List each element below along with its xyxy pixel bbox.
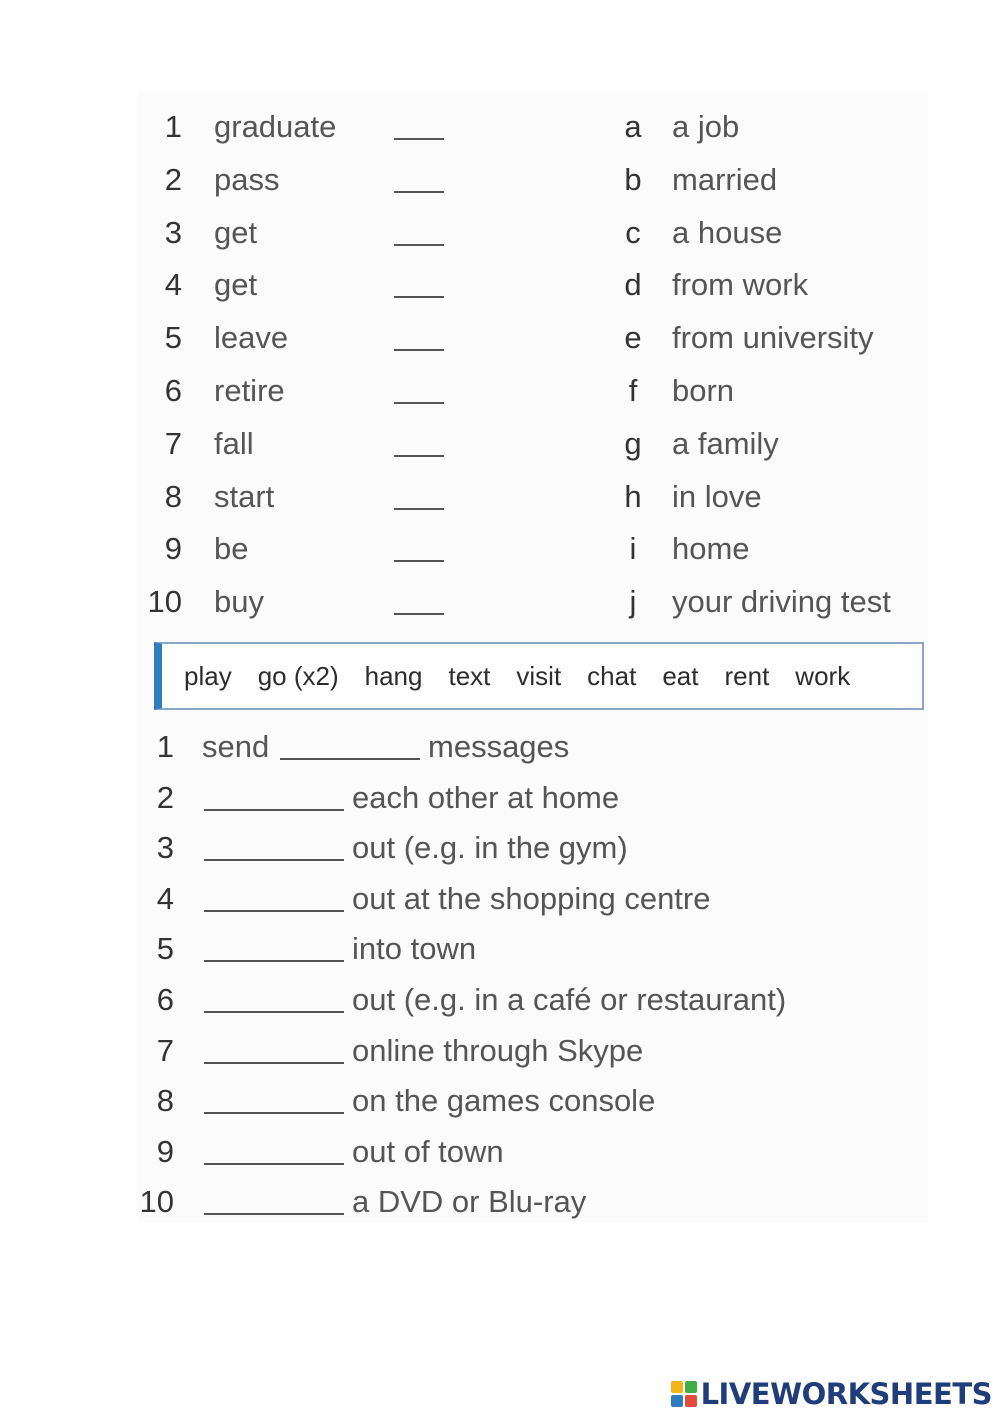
option-phrase: a family [672, 425, 779, 461]
answer-blank[interactable] [204, 1062, 344, 1064]
answer-blank[interactable] [394, 138, 444, 140]
item-number: 3 [156, 830, 174, 866]
answer-blank[interactable] [394, 191, 444, 193]
gap-fill-row [138, 1076, 928, 1126]
gap-fill-row [138, 823, 928, 873]
option-phrase: from work [672, 267, 809, 303]
matching-exercise [138, 102, 928, 632]
option-phrase: a house [672, 214, 783, 250]
option-letter: c [625, 214, 641, 250]
answer-blank[interactable] [394, 613, 444, 615]
answer-blank[interactable] [280, 758, 420, 760]
gap-fill-row [138, 975, 928, 1025]
option-letter: e [624, 320, 642, 356]
gap-fill-row [138, 722, 928, 772]
gap-fill-row [138, 773, 928, 823]
matching-row [138, 208, 928, 258]
verb: graduate [214, 109, 337, 144]
gap-fill-exercise [0, 722, 1000, 1232]
word-box-word: rent [724, 660, 770, 691]
matching-row [138, 577, 928, 627]
item-number: 8 [164, 478, 182, 514]
matching-row [138, 155, 928, 205]
gap-phrase: out at the shopping centre [352, 880, 711, 916]
logo-text: LIVEWORKSHEETS [700, 1377, 992, 1411]
matching-row [138, 260, 928, 310]
gap-phrase: messages [428, 729, 570, 764]
option-phrase: from university [672, 320, 874, 356]
matching-row [138, 419, 928, 469]
answer-blank[interactable] [204, 1011, 344, 1013]
option-letter: i [629, 531, 637, 567]
liveworksheets-logo[interactable] [671, 1376, 992, 1412]
item-number: 4 [164, 267, 182, 303]
answer-blank[interactable] [394, 508, 444, 510]
verb: buy [214, 584, 264, 620]
matching-row [138, 472, 928, 522]
word-box-word: work [795, 660, 851, 691]
item-number: 10 [147, 584, 182, 620]
logo-mark-icon [671, 1381, 697, 1407]
word-box [154, 642, 924, 710]
answer-blank[interactable] [204, 910, 344, 912]
option-letter: a [624, 109, 642, 144]
answer-blank[interactable] [204, 1213, 344, 1215]
option-phrase: a job [672, 109, 740, 144]
verb: pass [214, 161, 280, 197]
item-number: 4 [156, 880, 174, 916]
gap-phrase: out (e.g. in a café or restaurant) [352, 982, 787, 1017]
option-letter: f [628, 373, 638, 408]
matching-row [138, 313, 928, 363]
option-letter: j [629, 584, 637, 620]
item-number: 1 [164, 109, 182, 144]
item-number: 7 [164, 425, 182, 461]
verb: be [214, 531, 249, 567]
verb: retire [214, 373, 285, 408]
gap-phrase: out (e.g. in the gym) [352, 830, 628, 866]
word-box-word: hang [364, 660, 423, 691]
item-number: 5 [156, 931, 174, 967]
verb: leave [214, 320, 289, 356]
item-number: 9 [164, 531, 182, 567]
item-number: 5 [164, 320, 182, 356]
item-number: 8 [156, 1083, 174, 1119]
item-number: 6 [156, 982, 174, 1017]
option-letter: h [624, 478, 642, 514]
option-phrase: home [672, 531, 750, 567]
item-number: 1 [156, 729, 174, 764]
gap-fill-row [138, 874, 928, 924]
answer-blank[interactable] [204, 859, 344, 861]
word-box-word: visit [516, 660, 562, 691]
word-box-word: text [448, 660, 491, 691]
item-number: 7 [156, 1032, 174, 1068]
answer-blank[interactable] [204, 1163, 344, 1165]
verb: get [214, 214, 258, 250]
answer-blank[interactable] [394, 349, 444, 351]
gap-phrase: a DVD or Blu-ray [352, 1184, 587, 1220]
word-box-word: go (x2) [257, 660, 339, 691]
word-box-word: eat [662, 660, 699, 691]
option-letter: b [624, 161, 642, 197]
answer-blank[interactable] [204, 960, 344, 962]
option-letter: g [624, 425, 642, 461]
option-phrase: married [672, 161, 778, 197]
item-number: 2 [164, 161, 182, 197]
answer-blank[interactable] [394, 455, 444, 457]
answer-blank[interactable] [204, 809, 344, 811]
item-number: 10 [139, 1184, 174, 1220]
answer-blank[interactable] [394, 296, 444, 298]
option-letter: d [624, 267, 642, 303]
gap-phrase: into town [352, 931, 477, 967]
gap-fill-row [138, 1026, 928, 1076]
verb: start [214, 478, 275, 514]
matching-row [138, 102, 928, 152]
gap-fill-row [138, 1127, 928, 1177]
item-number: 9 [156, 1133, 174, 1169]
gap-phrase: online through Skype [352, 1032, 644, 1068]
gap-phrase: out of town [352, 1133, 504, 1169]
answer-blank[interactable] [394, 402, 444, 404]
option-phrase: in love [672, 478, 762, 514]
option-phrase: born [672, 373, 735, 408]
matching-row [138, 524, 928, 574]
verb: fall [214, 425, 254, 461]
answer-blank[interactable] [204, 1112, 344, 1114]
item-number: 2 [156, 779, 174, 815]
matching-row [138, 366, 928, 416]
item-number: 6 [164, 373, 182, 408]
gap-phrase: on the games console [352, 1083, 656, 1119]
answer-blank[interactable] [394, 560, 444, 562]
gap-phrase: each other at home [352, 779, 620, 815]
word-box-word: play [184, 660, 232, 691]
answer-blank[interactable] [394, 244, 444, 246]
gap-prefix: send [202, 729, 270, 764]
gap-fill-row [138, 1177, 928, 1227]
option-phrase: your driving test [672, 584, 891, 620]
verb: get [214, 267, 258, 303]
word-box-word: chat [587, 660, 637, 691]
gap-fill-row [138, 924, 928, 974]
item-number: 3 [164, 214, 182, 250]
